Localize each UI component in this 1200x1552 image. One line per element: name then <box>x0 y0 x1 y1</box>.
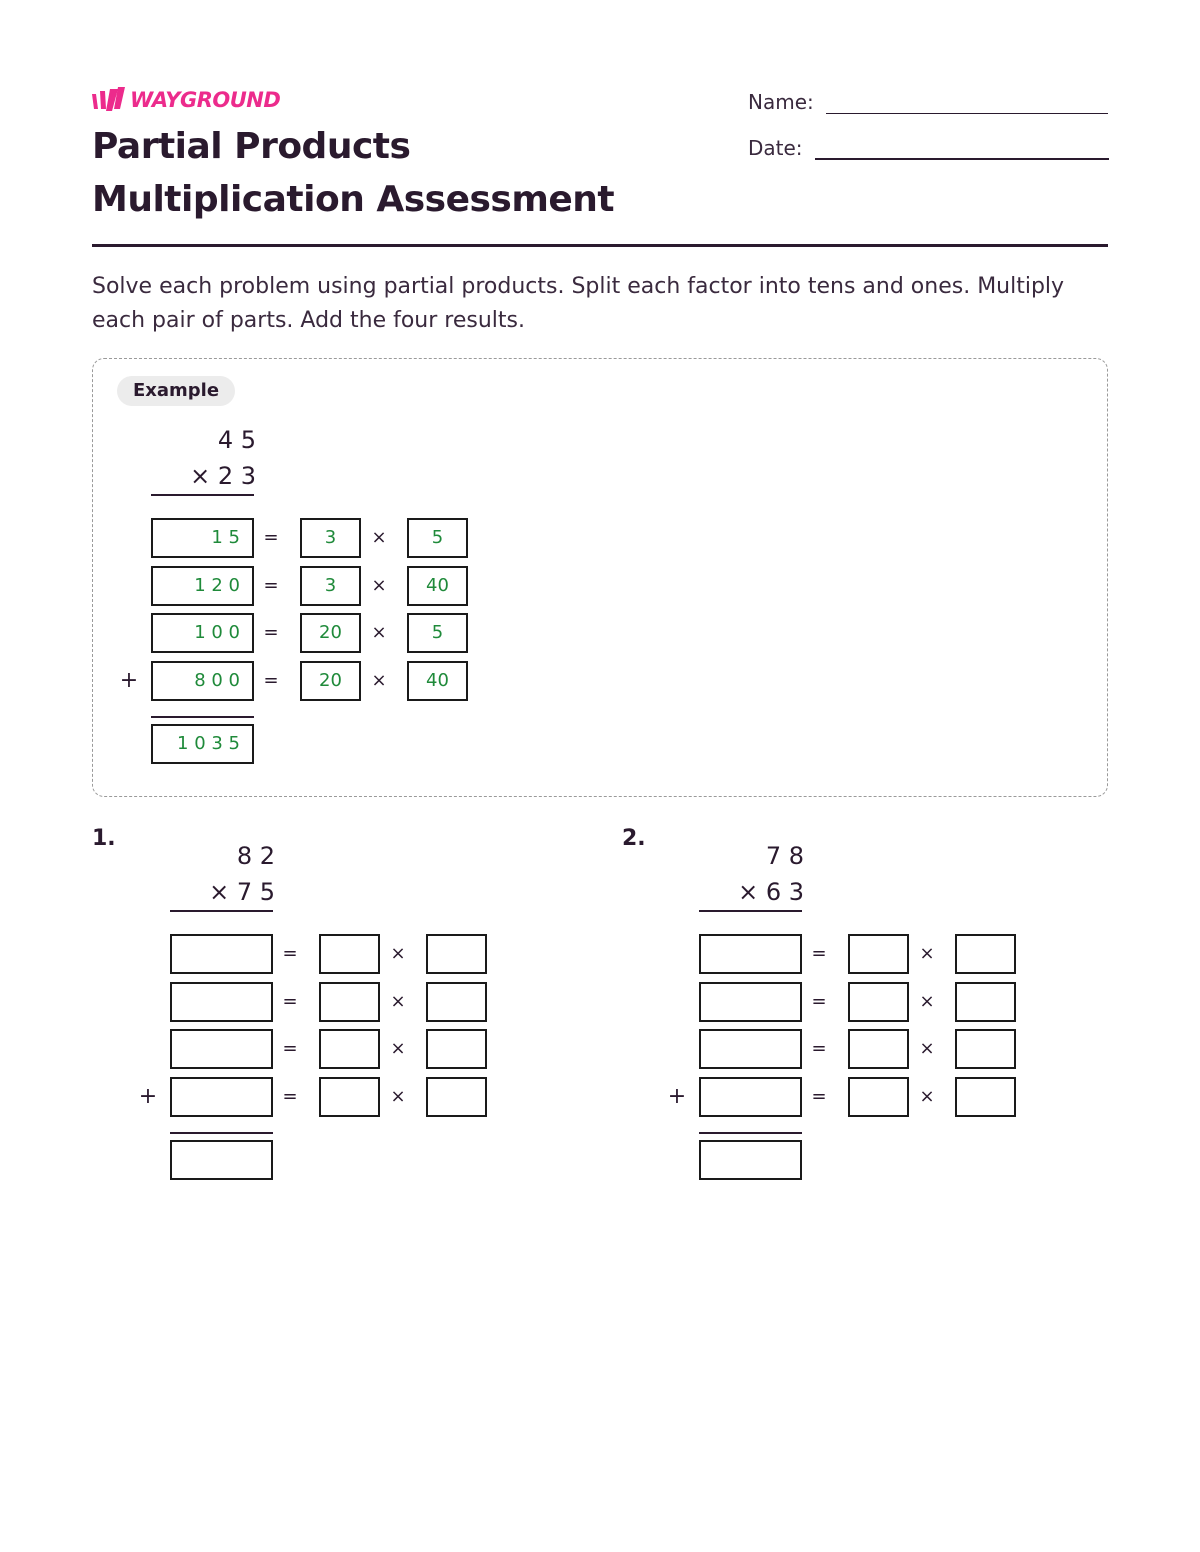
partial-row <box>151 613 551 653</box>
equals-sign: = <box>282 1038 298 1059</box>
equals-sign: = <box>811 1086 827 1107</box>
times-sign: × <box>371 575 387 596</box>
plus-sign: + <box>119 668 139 693</box>
partial-product-box: 8 0 0 <box>151 661 254 701</box>
equals-sign: = <box>282 1086 298 1107</box>
problem-2 <box>667 842 1099 1202</box>
example-badge: Example <box>117 376 235 406</box>
factor-underline <box>170 910 273 912</box>
partial-product-box[interactable] <box>170 1029 273 1069</box>
factor-box[interactable] <box>319 982 380 1022</box>
example-problem <box>119 426 551 786</box>
total-box: 1 0 3 5 <box>151 724 254 764</box>
partial-product-box: 1 5 <box>151 518 254 558</box>
factor-box: 3 <box>300 566 361 606</box>
partial-product-box: 1 2 0 <box>151 566 254 606</box>
equals-sign: = <box>263 622 279 643</box>
factor-box: 20 <box>300 661 361 701</box>
equals-sign: = <box>282 991 298 1012</box>
date-line[interactable] <box>815 136 1109 160</box>
factor-underline <box>699 910 802 912</box>
factor-box[interactable] <box>955 1029 1016 1069</box>
partial-row <box>170 1029 570 1069</box>
partial-row <box>170 934 570 974</box>
factor-box[interactable] <box>955 934 1016 974</box>
factor-box: 40 <box>407 566 468 606</box>
factor-box[interactable] <box>848 1077 909 1117</box>
bottom-factor: × 2 3 <box>190 462 256 490</box>
partial-product-box[interactable] <box>699 934 802 974</box>
top-factor: 7 8 <box>765 842 804 870</box>
times-sign: × <box>919 1038 935 1059</box>
partial-row <box>699 982 1099 1022</box>
factor-box[interactable] <box>955 982 1016 1022</box>
times-sign: × <box>919 991 935 1012</box>
factor-box[interactable] <box>319 934 380 974</box>
sum-line <box>170 1132 273 1134</box>
partial-product-box[interactable] <box>170 934 273 974</box>
equals-sign: = <box>263 670 279 691</box>
factor-box[interactable] <box>848 982 909 1022</box>
times-sign: × <box>390 1086 406 1107</box>
factor-box[interactable] <box>848 1029 909 1069</box>
partial-row <box>151 566 551 606</box>
partial-row <box>699 934 1099 974</box>
partial-product-box[interactable] <box>699 982 802 1022</box>
total-row <box>170 1140 570 1180</box>
equals-sign: = <box>811 991 827 1012</box>
factor-box[interactable] <box>426 934 487 974</box>
partial-row <box>667 1077 1099 1117</box>
partial-row <box>119 661 551 701</box>
times-sign: × <box>371 622 387 643</box>
partial-product-box[interactable] <box>170 982 273 1022</box>
factor-box: 40 <box>407 661 468 701</box>
problem-1 <box>138 842 570 1202</box>
times-sign: × <box>919 943 935 964</box>
partial-row <box>138 1077 570 1117</box>
date-field[interactable] <box>748 136 1109 160</box>
factor-box: 5 <box>407 518 468 558</box>
times-sign: × <box>371 670 387 691</box>
factor-box[interactable] <box>426 1029 487 1069</box>
total-box[interactable] <box>170 1140 273 1180</box>
partial-row <box>170 982 570 1022</box>
factor-box[interactable] <box>955 1077 1016 1117</box>
times-sign: × <box>390 991 406 1012</box>
equals-sign: = <box>811 1038 827 1059</box>
equals-sign: = <box>282 943 298 964</box>
times-sign: × <box>371 527 387 548</box>
partial-product-box: 1 0 0 <box>151 613 254 653</box>
name-field[interactable] <box>748 90 1108 114</box>
sum-line <box>699 1132 802 1134</box>
factor-box[interactable] <box>426 1077 487 1117</box>
brand-name: WAYGROUND <box>130 88 281 112</box>
partial-row <box>699 1029 1099 1069</box>
name-line[interactable] <box>826 90 1108 114</box>
factor-box[interactable] <box>319 1029 380 1069</box>
factor-box[interactable] <box>848 934 909 974</box>
total-box[interactable] <box>699 1140 802 1180</box>
partial-product-box[interactable] <box>170 1077 273 1117</box>
factor-underline <box>151 494 254 496</box>
factor-box: 5 <box>407 613 468 653</box>
top-factor: 8 2 <box>236 842 275 870</box>
factor-box: 3 <box>300 518 361 558</box>
factor-box[interactable] <box>319 1077 380 1117</box>
brand-logo <box>92 86 280 114</box>
plus-sign: + <box>138 1084 158 1109</box>
bottom-factor: × 6 3 <box>738 878 804 906</box>
times-sign: × <box>390 1038 406 1059</box>
problem-number: 2. <box>622 826 646 851</box>
bottom-factor: × 7 5 <box>209 878 275 906</box>
equals-sign: = <box>263 527 279 548</box>
problem-number: 1. <box>92 826 116 851</box>
instructions: Solve each problem using partial products. Split each factor into tens and ones. Multiply each pair of parts. Add the four results. <box>92 274 1065 333</box>
partial-product-box[interactable] <box>699 1077 802 1117</box>
total-row <box>699 1140 1099 1180</box>
factor-box: 20 <box>300 613 361 653</box>
plus-sign: + <box>667 1084 687 1109</box>
wayground-logo-icon <box>92 87 126 113</box>
equals-sign: = <box>811 943 827 964</box>
equals-sign: = <box>263 575 279 596</box>
times-sign: × <box>919 1086 935 1107</box>
partial-product-box[interactable] <box>699 1029 802 1069</box>
page-title: Partial Products Multiplication Assessment <box>92 126 615 220</box>
partial-row <box>151 518 551 558</box>
header-divider <box>92 244 1108 247</box>
times-sign: × <box>390 943 406 964</box>
top-factor: 4 5 <box>217 426 256 454</box>
factor-box[interactable] <box>426 982 487 1022</box>
total-row <box>151 724 551 764</box>
date-label: Date: <box>748 136 803 160</box>
name-label: Name: <box>748 90 814 114</box>
sum-line <box>151 716 254 718</box>
